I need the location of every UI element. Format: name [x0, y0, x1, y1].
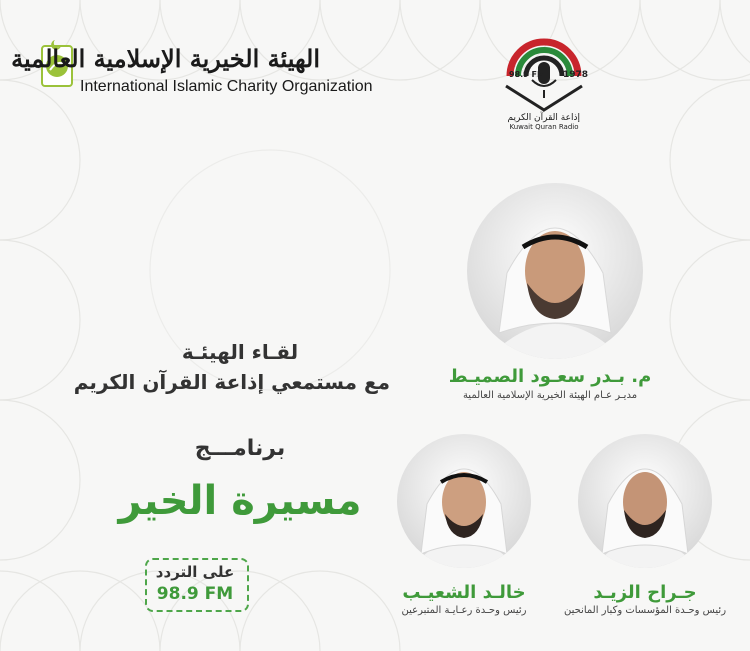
speaker-1-portrait [467, 183, 643, 359]
speaker-2-portrait [578, 434, 712, 568]
org-name-english: International Islamic Charity Organization [80, 78, 373, 95]
speaker-3-role: رئيس وحـدة رعـايـة المتبرعين [401, 605, 527, 616]
speaker-2-role: رئيس وحـدة المؤسسات وكبار المانحين [563, 605, 727, 616]
radio-year-label: 1978 [563, 70, 589, 80]
frequency-prefix: على التردد [155, 563, 235, 581]
radio-name-arabic: إذاعة القرآن الكريم [507, 113, 580, 123]
radio-frequency-label: 98.9 FM [509, 70, 545, 79]
program-name: مسيرة الخير [118, 478, 362, 524]
speaker-3-name: خالـد الشعيـب [402, 582, 526, 603]
title-line-2: مع مستمعي إذاعة القرآن الكريم [73, 370, 390, 394]
speaker-2-name: جـراح الزيـد [593, 582, 697, 603]
program-label: برنامـــج [194, 436, 286, 461]
radio-name-english: Kuwait Quran Radio [509, 123, 579, 131]
title-line-1: لقـاء الهيئـة [181, 340, 299, 364]
org-name-arabic: الهيئة الخيرية الإسلامية العالمية [11, 44, 320, 73]
speaker-1-role: مديـر عـام الهيئة الخيرية الإسلامية العالمية [462, 390, 638, 401]
frequency-value: 98.9 FM [156, 584, 234, 604]
speaker-1-name: م. بـدر سعـود الصميـط [448, 366, 652, 387]
speaker-3-portrait [397, 434, 531, 568]
